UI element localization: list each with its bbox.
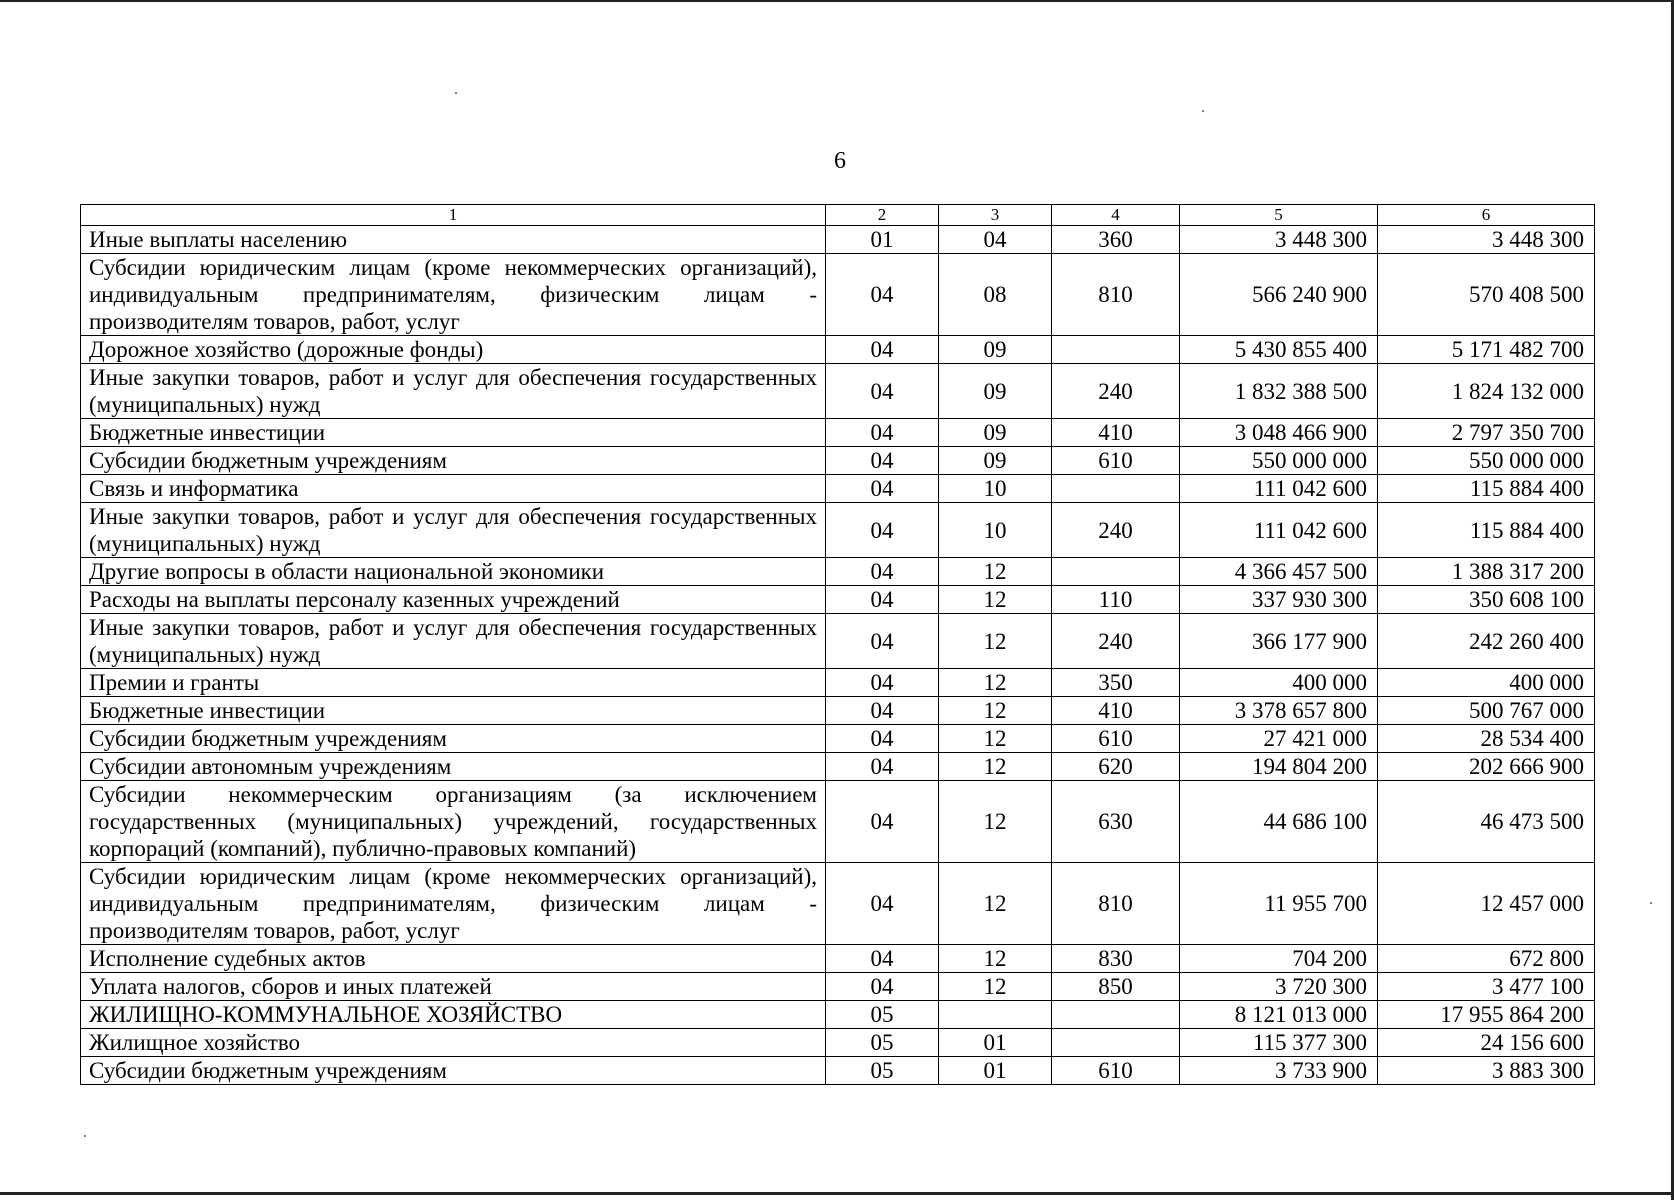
scan-speck (1202, 110, 1204, 112)
row-subsection: 12 (939, 973, 1052, 1001)
row-amount-2: 672 800 (1378, 945, 1595, 973)
row-amount-1: 111 042 600 (1180, 475, 1378, 503)
header-row (81, 205, 1595, 226)
row-name: ЖИЛИЩНО-КОММУНАЛЬНОЕ ХОЗЯЙСТВО (81, 1001, 826, 1029)
row-amount-2: 570 408 500 (1378, 254, 1595, 336)
row-section: 04 (826, 475, 939, 503)
row-subsection: 12 (939, 697, 1052, 725)
row-subsection: 12 (939, 614, 1052, 669)
row-subsection: 01 (939, 1057, 1052, 1085)
row-amount-1: 366 177 900 (1180, 614, 1378, 669)
row-amount-2: 17 955 864 200 (1378, 1001, 1595, 1029)
row-expense-type: 240 (1052, 364, 1180, 419)
row-subsection: 04 (939, 226, 1052, 254)
row-expense-type (1052, 1029, 1180, 1057)
header-col-1: 1 (81, 205, 826, 226)
row-amount-2: 3 477 100 (1378, 973, 1595, 1001)
row-amount-1: 5 430 855 400 (1180, 336, 1378, 364)
row-amount-1: 3 378 657 800 (1180, 697, 1378, 725)
table-row (81, 697, 1595, 725)
row-section: 04 (826, 586, 939, 614)
row-amount-1: 550 000 000 (1180, 447, 1378, 475)
page-number: 6 (834, 148, 846, 174)
row-expense-type: 110 (1052, 586, 1180, 614)
row-expense-type: 830 (1052, 945, 1180, 973)
row-subsection: 12 (939, 586, 1052, 614)
row-name: Другие вопросы в области национальной экономики (81, 558, 826, 586)
row-amount-2: 500 767 000 (1378, 697, 1595, 725)
table-row (81, 364, 1595, 419)
budget-table (80, 204, 1595, 1085)
row-amount-1: 27 421 000 (1180, 725, 1378, 753)
row-amount-2: 3 448 300 (1378, 226, 1595, 254)
row-amount-2: 400 000 (1378, 669, 1595, 697)
row-section: 04 (826, 336, 939, 364)
row-subsection: 12 (939, 725, 1052, 753)
row-expense-type: 810 (1052, 254, 1180, 336)
table-row (81, 419, 1595, 447)
table-row (81, 503, 1595, 558)
row-section: 05 (826, 1029, 939, 1057)
row-expense-type: 240 (1052, 614, 1180, 669)
table-row (81, 669, 1595, 697)
row-name: Субсидии юридическим лицам (кроме некоммерческих организаций), индивидуальным предпринимателям, физическим лицам - производителям товаров, работ, услуг (81, 254, 826, 336)
row-subsection: 08 (939, 254, 1052, 336)
table-row (81, 973, 1595, 1001)
row-expense-type (1052, 1001, 1180, 1029)
row-name: Премии и гранты (81, 669, 826, 697)
row-expense-type: 630 (1052, 781, 1180, 863)
row-subsection: 12 (939, 669, 1052, 697)
row-expense-type: 410 (1052, 697, 1180, 725)
row-expense-type: 810 (1052, 863, 1180, 945)
table-row (81, 1001, 1595, 1029)
row-amount-1: 11 955 700 (1180, 863, 1378, 945)
row-subsection: 09 (939, 364, 1052, 419)
row-amount-2: 115 884 400 (1378, 475, 1595, 503)
row-amount-2: 115 884 400 (1378, 503, 1595, 558)
row-amount-1: 566 240 900 (1180, 254, 1378, 336)
row-subsection: 12 (939, 863, 1052, 945)
table-row (81, 725, 1595, 753)
row-amount-1: 704 200 (1180, 945, 1378, 973)
row-section: 04 (826, 781, 939, 863)
table-row (81, 586, 1595, 614)
row-expense-type: 610 (1052, 447, 1180, 475)
row-name: Субсидии некоммерческим организациям (за исключением государственных (муниципальных) учреждений, государственных корпораций (компаний), публично-правовых компаний) (81, 781, 826, 863)
row-name: Бюджетные инвестиции (81, 697, 826, 725)
row-amount-2: 12 457 000 (1378, 863, 1595, 945)
row-expense-type: 610 (1052, 725, 1180, 753)
row-amount-1: 4 366 457 500 (1180, 558, 1378, 586)
row-amount-1: 111 042 600 (1180, 503, 1378, 558)
row-amount-2: 3 883 300 (1378, 1057, 1595, 1085)
row-section: 04 (826, 447, 939, 475)
row-name: Бюджетные инвестиции (81, 419, 826, 447)
row-subsection: 09 (939, 419, 1052, 447)
header-col-3: 3 (939, 205, 1052, 226)
row-name: Иные закупки товаров, работ и услуг для обеспечения государственных (муниципальных) нужд (81, 614, 826, 669)
row-expense-type: 350 (1052, 669, 1180, 697)
table-row (81, 475, 1595, 503)
header-col-5: 5 (1180, 205, 1378, 226)
table-row (81, 945, 1595, 973)
row-expense-type (1052, 336, 1180, 364)
row-amount-2: 1 388 317 200 (1378, 558, 1595, 586)
row-amount-1: 400 000 (1180, 669, 1378, 697)
scan-speck (84, 1135, 86, 1137)
row-subsection: 09 (939, 447, 1052, 475)
row-name: Уплата налогов, сборов и иных платежей (81, 973, 826, 1001)
row-amount-1: 3 448 300 (1180, 226, 1378, 254)
row-name: Субсидии бюджетным учреждениям (81, 1057, 826, 1085)
row-section: 04 (826, 558, 939, 586)
row-expense-type: 360 (1052, 226, 1180, 254)
row-amount-2: 46 473 500 (1378, 781, 1595, 863)
table-row (81, 447, 1595, 475)
scan-edge-top (0, 0, 1674, 2)
table-row (81, 863, 1595, 945)
row-subsection: 12 (939, 753, 1052, 781)
row-expense-type: 620 (1052, 753, 1180, 781)
row-name: Исполнение судебных актов (81, 945, 826, 973)
table-row (81, 226, 1595, 254)
table-row (81, 753, 1595, 781)
row-section: 05 (826, 1001, 939, 1029)
row-subsection: 09 (939, 336, 1052, 364)
row-subsection: 12 (939, 781, 1052, 863)
row-name: Субсидии автономным учреждениям (81, 753, 826, 781)
header-col-6: 6 (1378, 205, 1595, 226)
row-name: Жилищное хозяйство (81, 1029, 826, 1057)
row-section: 04 (826, 973, 939, 1001)
row-amount-2: 1 824 132 000 (1378, 364, 1595, 419)
row-section: 04 (826, 364, 939, 419)
row-section: 04 (826, 753, 939, 781)
row-name: Иные закупки товаров, работ и услуг для обеспечения государственных (муниципальных) нужд (81, 364, 826, 419)
row-amount-2: 350 608 100 (1378, 586, 1595, 614)
row-name: Расходы на выплаты персоналу казенных учреждений (81, 586, 826, 614)
header-col-2: 2 (826, 205, 939, 226)
row-name: Иные закупки товаров, работ и услуг для обеспечения государственных (муниципальных) нужд (81, 503, 826, 558)
row-expense-type: 850 (1052, 973, 1180, 1001)
table-row (81, 1057, 1595, 1085)
scan-speck (455, 92, 457, 94)
row-section: 04 (826, 503, 939, 558)
row-name: Субсидии бюджетным учреждениям (81, 725, 826, 753)
table-row (81, 781, 1595, 863)
row-name: Дорожное хозяйство (дорожные фонды) (81, 336, 826, 364)
row-amount-1: 337 930 300 (1180, 586, 1378, 614)
row-section: 04 (826, 863, 939, 945)
row-amount-1: 3 733 900 (1180, 1057, 1378, 1085)
row-name: Субсидии юридическим лицам (кроме некоммерческих организаций), индивидуальным предпринимателям, физическим лицам - производителям товаров, работ, услуг (81, 863, 826, 945)
row-name: Связь и информатика (81, 475, 826, 503)
row-amount-2: 2 797 350 700 (1378, 419, 1595, 447)
row-section: 04 (826, 945, 939, 973)
row-amount-2: 5 171 482 700 (1378, 336, 1595, 364)
row-section: 04 (826, 419, 939, 447)
row-amount-2: 28 534 400 (1378, 725, 1595, 753)
row-section: 04 (826, 254, 939, 336)
table-row (81, 558, 1595, 586)
row-amount-1: 44 686 100 (1180, 781, 1378, 863)
row-amount-1: 194 804 200 (1180, 753, 1378, 781)
row-subsection (939, 1001, 1052, 1029)
row-amount-2: 24 156 600 (1378, 1029, 1595, 1057)
row-section: 01 (826, 226, 939, 254)
row-amount-1: 115 377 300 (1180, 1029, 1378, 1057)
row-expense-type: 410 (1052, 419, 1180, 447)
row-expense-type: 240 (1052, 503, 1180, 558)
table-row (81, 1029, 1595, 1057)
row-subsection: 10 (939, 475, 1052, 503)
row-amount-1: 1 832 388 500 (1180, 364, 1378, 419)
row-section: 04 (826, 697, 939, 725)
row-expense-type: 610 (1052, 1057, 1180, 1085)
row-amount-1: 8 121 013 000 (1180, 1001, 1378, 1029)
row-section: 04 (826, 614, 939, 669)
table-row (81, 614, 1595, 669)
row-amount-2: 242 260 400 (1378, 614, 1595, 669)
scan-speck (1650, 902, 1652, 904)
row-subsection: 01 (939, 1029, 1052, 1057)
row-name: Иные выплаты населению (81, 226, 826, 254)
table-row (81, 336, 1595, 364)
row-section: 04 (826, 669, 939, 697)
header-col-4: 4 (1052, 205, 1180, 226)
row-amount-1: 3 720 300 (1180, 973, 1378, 1001)
table-row (81, 254, 1595, 336)
row-subsection: 12 (939, 558, 1052, 586)
row-expense-type (1052, 558, 1180, 586)
scan-edge-bottom (0, 1192, 1674, 1195)
row-amount-2: 550 000 000 (1378, 447, 1595, 475)
row-amount-2: 202 666 900 (1378, 753, 1595, 781)
row-name: Субсидии бюджетным учреждениям (81, 447, 826, 475)
row-expense-type (1052, 475, 1180, 503)
row-subsection: 10 (939, 503, 1052, 558)
row-section: 04 (826, 725, 939, 753)
row-amount-1: 3 048 466 900 (1180, 419, 1378, 447)
row-subsection: 12 (939, 945, 1052, 973)
row-section: 05 (826, 1057, 939, 1085)
